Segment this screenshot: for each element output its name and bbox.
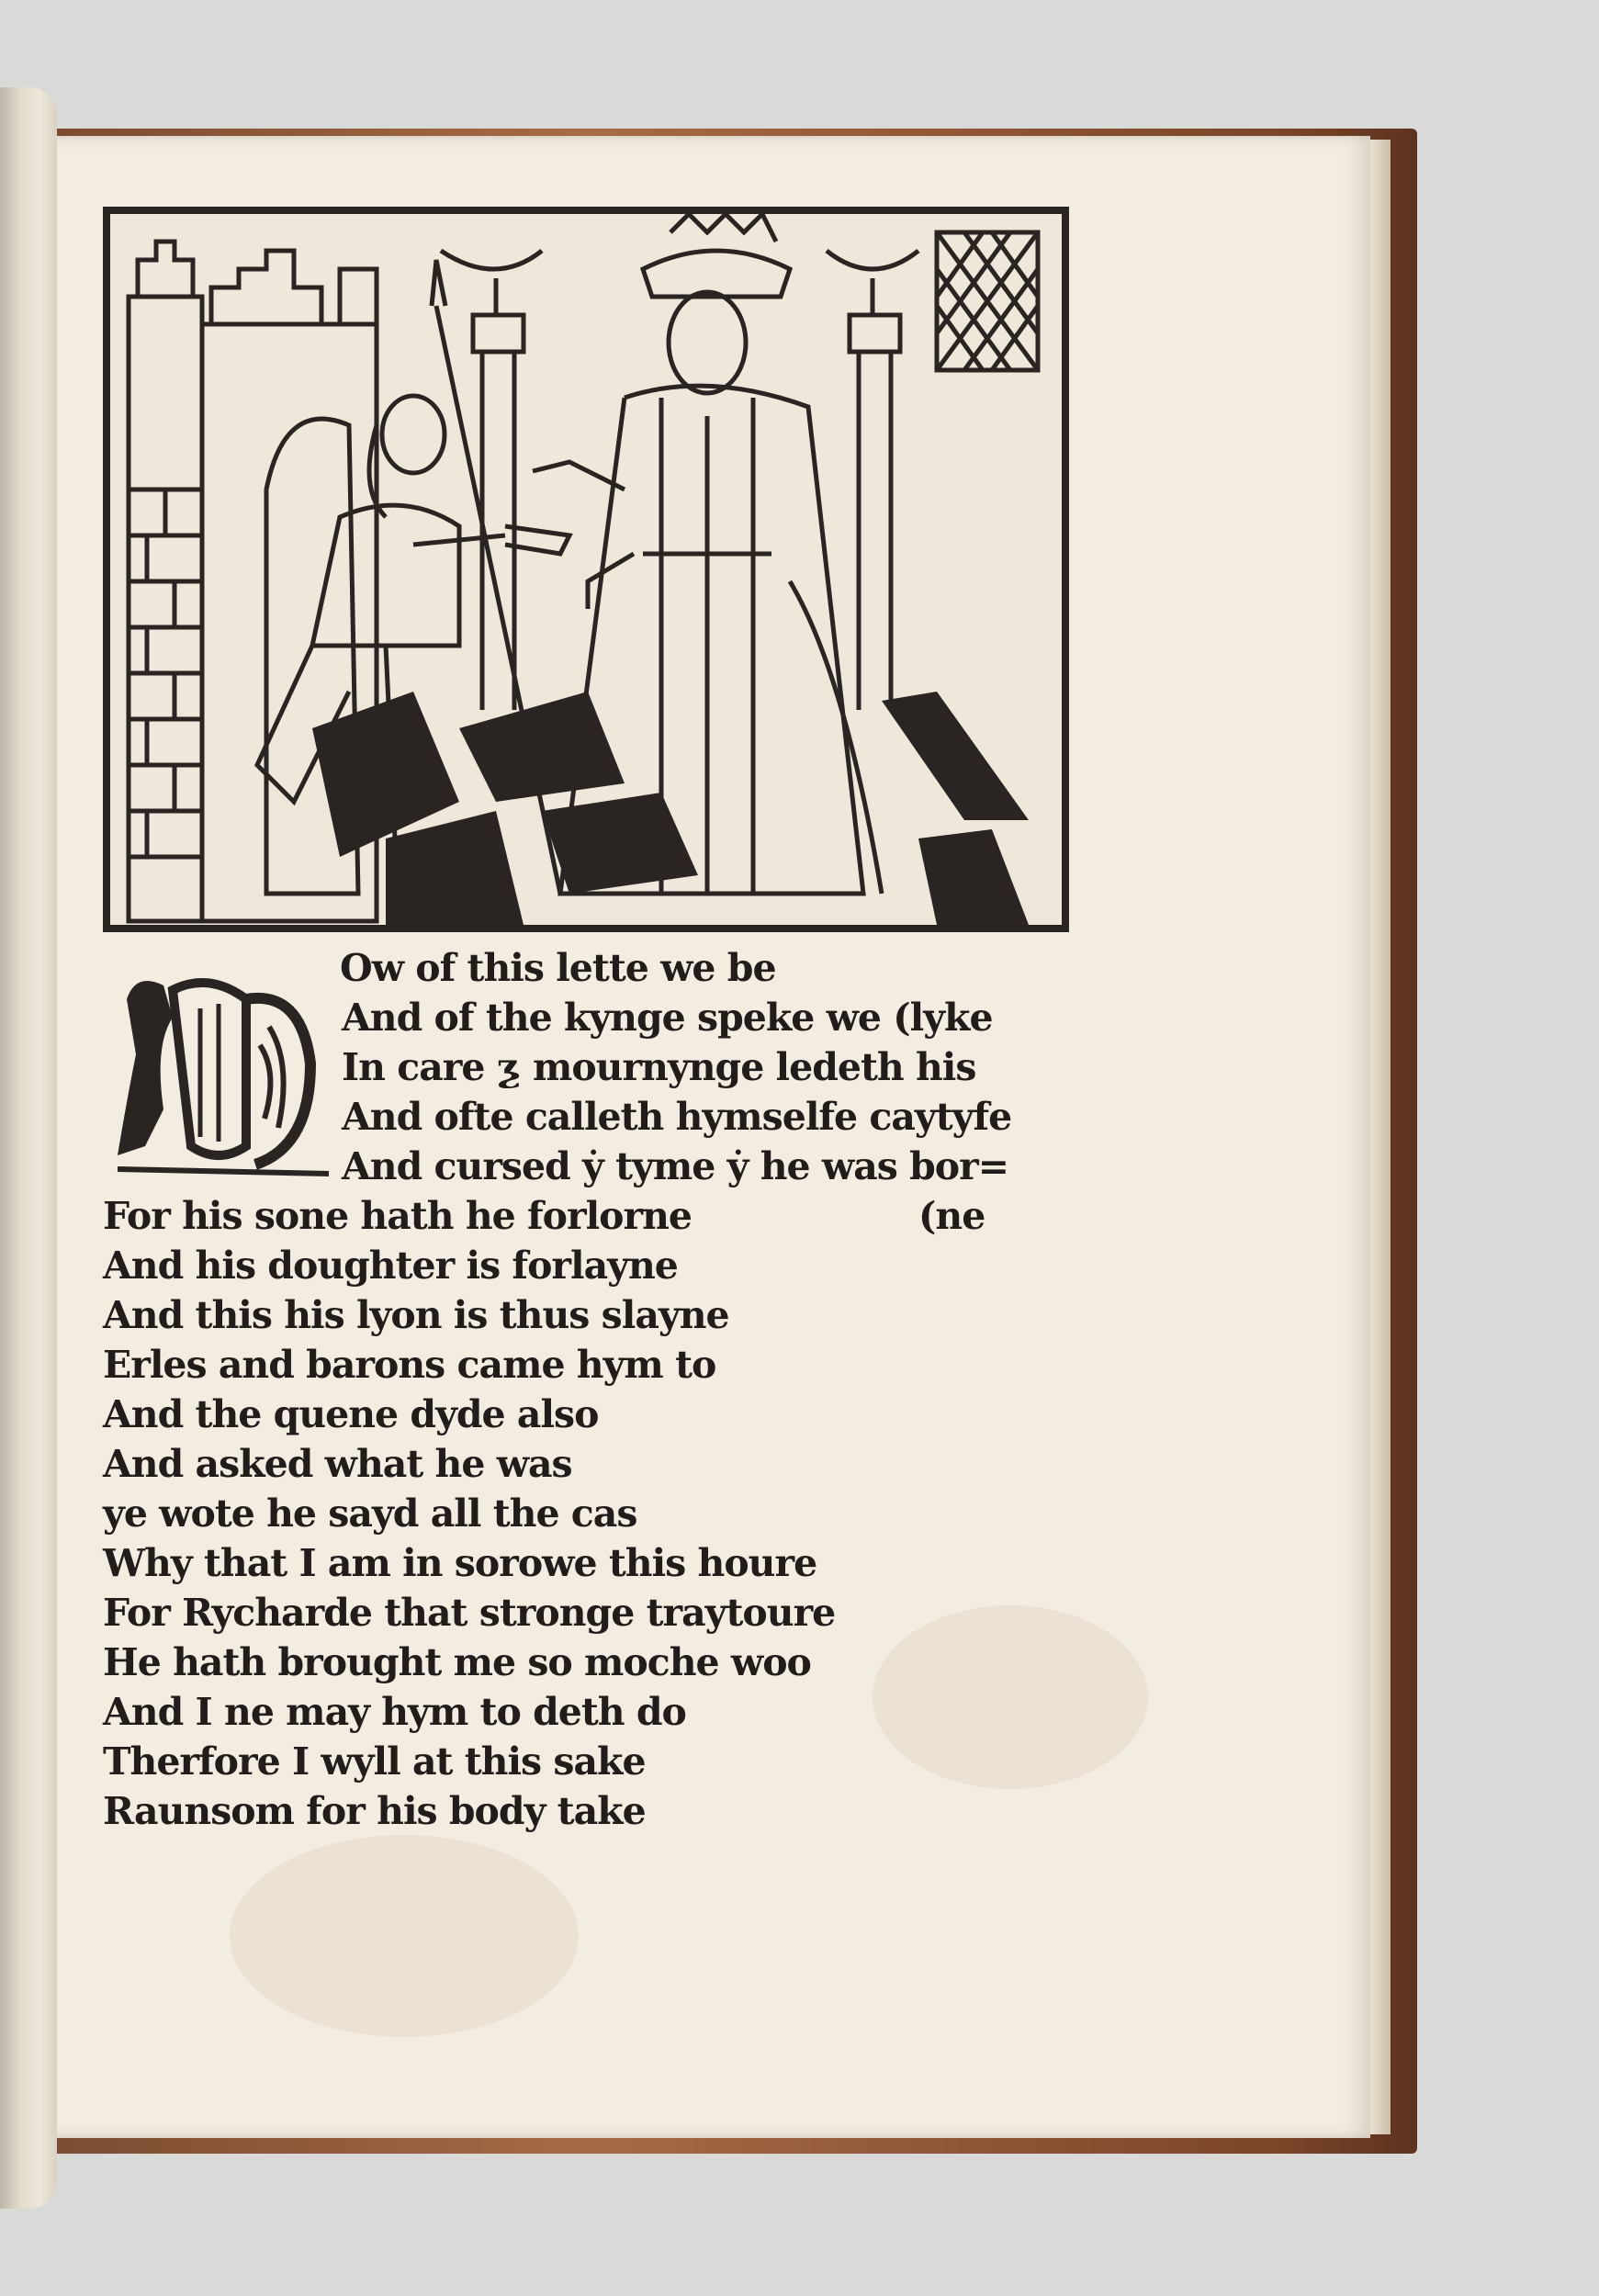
text-line-6-carry: (ne (918, 1194, 985, 1238)
text-line-13: Why that I am in sorowe this houre (103, 1541, 817, 1585)
initial-n-icon (108, 962, 340, 1181)
decorated-initial (108, 962, 340, 1181)
text-line-2: And of the kynge speke we (lyke (342, 996, 993, 1040)
text-line-8: And this his lyon is thus slayne (103, 1293, 729, 1337)
text-line-10: And the quene dyde also (103, 1392, 599, 1436)
text-line-14: For Rycharde that stronge traytoure (103, 1591, 836, 1635)
text-line-16: And I ne may hym to deth do (103, 1690, 686, 1734)
facing-page-edge (0, 87, 57, 2209)
text-line-3: In care ƺ mournynge ledeth his (342, 1045, 976, 1089)
text-line-11: And asked what he was (103, 1442, 572, 1486)
text-line-1: Ow of this lette we be (340, 946, 776, 990)
page-edge (1370, 140, 1391, 2134)
text-line-7: And his doughter is forlayne (103, 1244, 678, 1288)
text-line-9: Erles and barons came hym to (103, 1343, 716, 1387)
text-line-17: Therfore I wyll at this sake (103, 1739, 646, 1784)
text-line-15: He hath brought me so moche woo (103, 1640, 811, 1684)
woodcut-illustration (103, 207, 1069, 932)
woodcut-image (110, 214, 1062, 925)
text-line-6: For his sone hath he forlorne (103, 1194, 692, 1238)
text-line-5: And cursed ẏ tyme ẏ he was bor= (342, 1144, 1009, 1188)
text-line-18: Raunsom for his body take (103, 1789, 646, 1833)
text-line-4: And ofte calleth hymselfe caytyfe (342, 1095, 1012, 1139)
text-line-12: ye wote he sayd all the cas (103, 1491, 637, 1536)
